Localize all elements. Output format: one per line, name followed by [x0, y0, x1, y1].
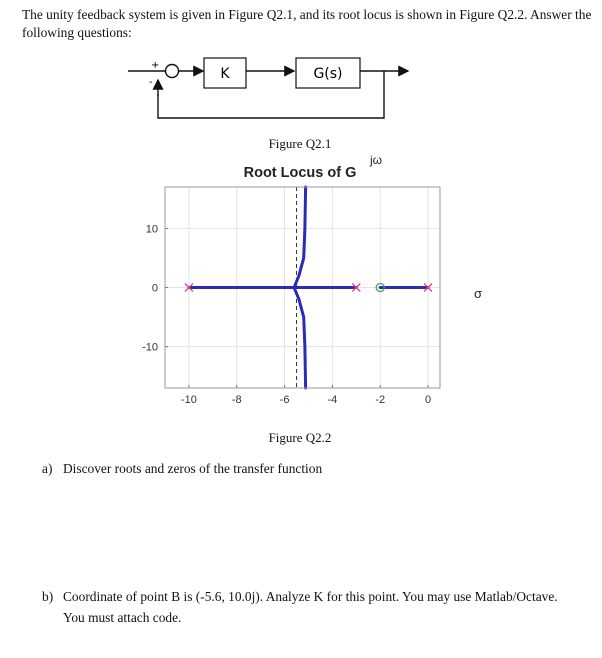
x-axis-label: σ — [473, 286, 483, 301]
plot-title: Root Locus of G — [243, 165, 357, 181]
x-tick-label: 0 — [424, 394, 432, 406]
y-tick-label: 10 — [145, 223, 158, 236]
gain-block-label: K — [220, 66, 230, 82]
root-locus-plot — [130, 150, 510, 420]
block-diagram — [120, 50, 420, 130]
x-tick-label: -2 — [375, 394, 386, 406]
question-b-marker: b) — [42, 589, 54, 604]
x-tick-label: -4 — [327, 394, 338, 406]
sum-minus-sign: - — [149, 77, 153, 88]
plant-block-label: G(s) — [313, 66, 343, 82]
x-tick-label: -10 — [180, 394, 197, 406]
y-axis-label: jω — [369, 153, 383, 167]
question-b-text: Coordinate of point B is (-5.6, 10.0j). Analyze K for this point. You may use Matlab/Octave. You must attach code. — [63, 589, 558, 625]
sum-plus-sign: + — [151, 60, 160, 71]
figure-q2-1-caption: Figure Q2.1 — [268, 136, 332, 151]
intro-text: The unity feedback system is given in Figure Q2.1, and its root locus is shown in Figure Q2.2. Answer the following questions: — [22, 7, 592, 40]
question-a-text: Discover roots and zeros of the transfer function — [63, 461, 323, 476]
y-tick-label: -10 — [142, 341, 158, 354]
figure-q2-2-caption: Figure Q2.2 — [268, 430, 332, 445]
x-tick-label: -6 — [279, 394, 290, 406]
question-a — [42, 458, 582, 479]
question-a-marker: a) — [42, 461, 53, 476]
question-b — [42, 586, 582, 628]
summing-junction — [166, 65, 179, 78]
y-tick-label: 0 — [151, 282, 158, 295]
x-tick-label: -8 — [231, 394, 242, 406]
